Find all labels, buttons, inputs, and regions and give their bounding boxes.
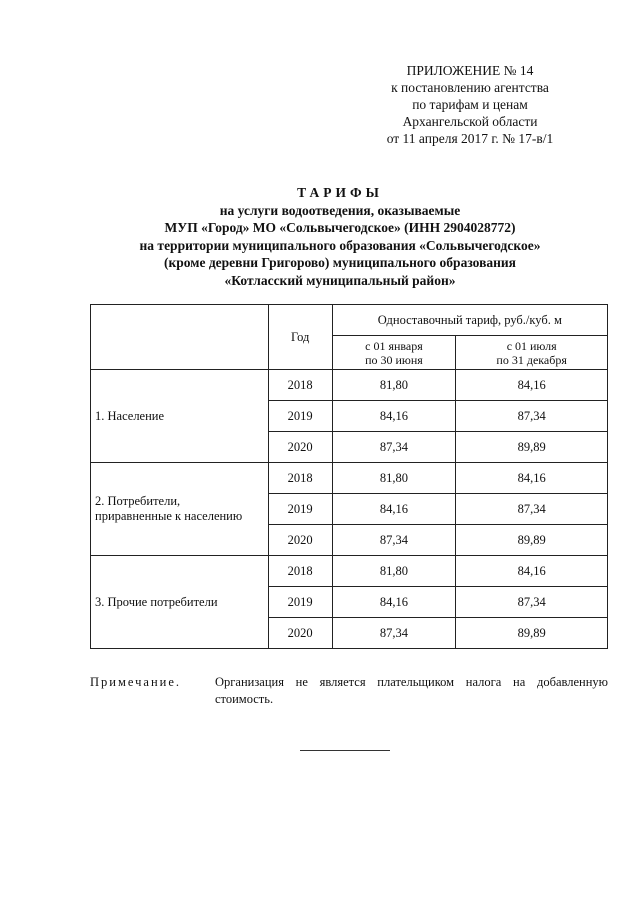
closing-divider [300,750,390,751]
tariff-cell: 81,80 [332,370,456,401]
appendix-date: от 11 апреля 2017 г. № 17-в/1 [386,131,554,146]
tariff-cell: 81,80 [332,463,456,494]
table-row [91,370,608,401]
appendix-title: ПРИЛОЖЕНИЕ № 14 [406,63,534,78]
year-cell: 2018 [268,556,332,587]
category-cell [91,370,269,463]
appendix-line: к постановлению агентства [391,80,549,95]
table-row [91,463,608,494]
period1-header-text: с 01 января по 30 июня [365,338,423,367]
title-line: на услуги водоотведения, оказываемые [219,202,461,218]
year-cell: 2019 [268,587,332,618]
title-line: (кроме деревни Григорово) муниципального образования [164,255,516,270]
tariff-cell: 81,80 [332,556,456,587]
note-label: Примечание. [90,675,182,689]
year-header: Год [268,305,332,370]
tariff-cell: 84,16 [332,401,456,432]
note-text: Организация не является плательщиком налога на добавленную стоимость. [215,675,608,706]
title-line: на территории муниципального образования «Сольвычегодское» [139,237,541,253]
tariff-cell: 87,34 [332,432,456,463]
period1-header [332,336,456,370]
tariff-cell: 84,16 [332,587,456,618]
tariff-cell: 89,89 [456,525,608,556]
year-cell: 2020 [268,432,332,463]
tariff-cell: 87,34 [456,494,608,525]
tariff-cell: 84,16 [456,463,608,494]
category-label: 2. Потребители, приравненные к населению [95,494,243,523]
tariff-cell: 87,34 [332,618,456,649]
category-cell [91,463,269,556]
year-cell: 2018 [268,370,332,401]
period2-header-text: с 01 июля по 31 декабря [496,338,567,367]
tariff-cell: 84,16 [456,370,608,401]
tariff-cell: 89,89 [456,618,608,649]
tariff-cell: 87,34 [456,401,608,432]
tariff-cell: 89,89 [456,432,608,463]
tariff-cell: 84,16 [332,494,456,525]
tariff-cell: 87,34 [456,587,608,618]
tariff-header: Одноставочный тариф, руб./куб. м [332,305,607,336]
tariff-cell: 87,34 [332,525,456,556]
title-line: «Котласский муниципальный район» [224,272,456,288]
tariff-cell: 84,16 [456,556,608,587]
tariff-table [90,304,608,649]
category-header [91,305,269,370]
year-cell: 2020 [268,618,332,649]
appendix-line: Архангельской области [402,114,538,129]
appendix-block [330,62,610,147]
category-label: 3. Прочие потребители [95,594,218,609]
title-line: МУП «Город» МО «Сольвычегодское» (ИНН 2904028772) [164,220,516,235]
year-cell: 2019 [268,494,332,525]
category-cell [91,556,269,649]
year-cell: 2020 [268,525,332,556]
appendix-line: по тарифам и ценам [412,97,528,112]
year-cell: 2018 [268,463,332,494]
title-heading: ТАРИФЫ [297,185,383,200]
category-label: 1. Население [95,408,165,423]
document-title [60,184,620,289]
period2-header [456,336,608,370]
table-row [91,556,608,587]
year-cell: 2019 [268,401,332,432]
